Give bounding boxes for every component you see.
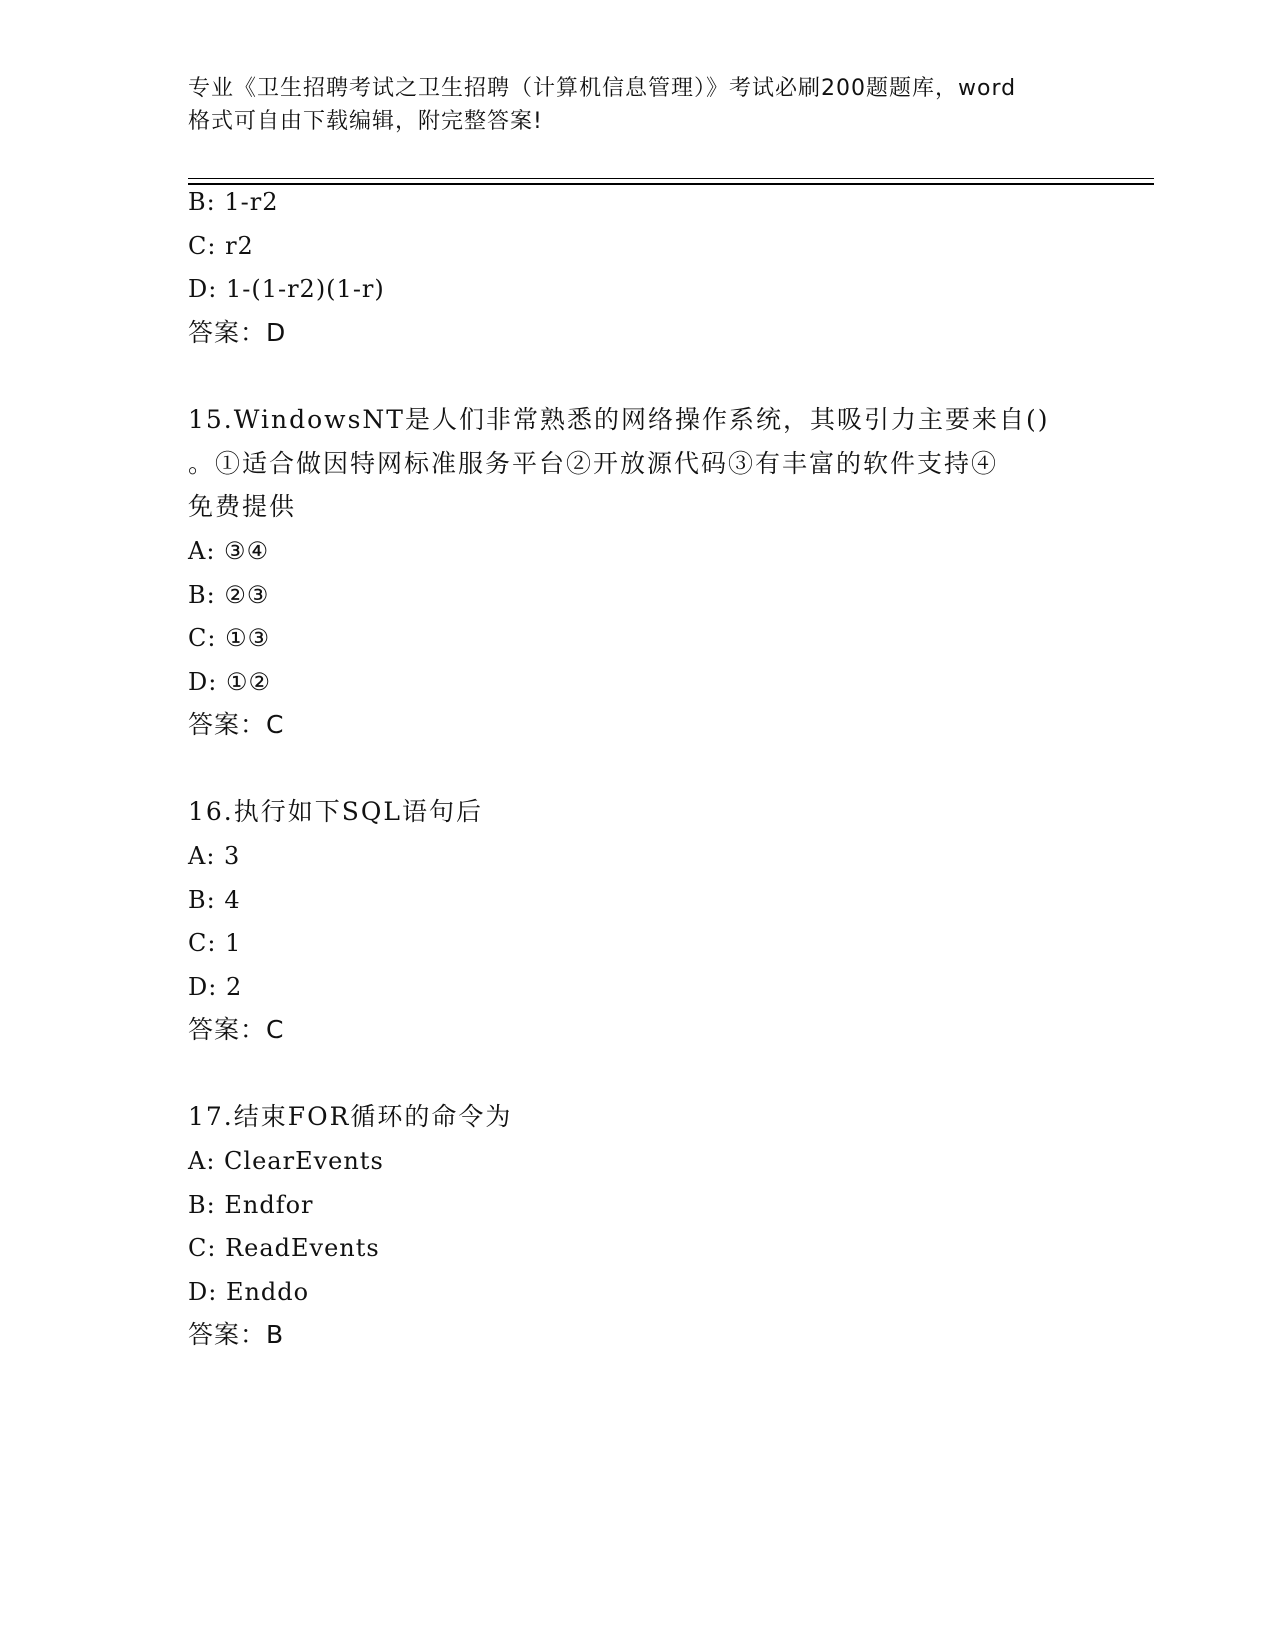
q15-stem-line-3: 免费提供 [188, 492, 297, 521]
q17-option-d: D: Enddo [188, 1278, 310, 1306]
q17-option-c: C: ReadEvents [188, 1234, 380, 1262]
q15-option-b: B: ②③ [188, 581, 270, 609]
header-divider-thin [188, 178, 1154, 179]
q17-stem: 17.结束FOR循环的命令为 [188, 1102, 513, 1131]
header-line-2: 格式可自由下载编辑，附完整答案! [188, 109, 543, 134]
q17-option-a: A: ClearEvents [188, 1147, 384, 1175]
header-line-1: 专业《卫生招聘考试之卫生招聘（计算机信息管理）》考试必刷200题题库，word [188, 76, 1017, 101]
q17-answer: 答案：B [188, 1320, 285, 1349]
q15-answer: 答案：C [188, 710, 285, 739]
q17-option-b: B: Endfor [188, 1191, 314, 1219]
q16-option-c: C: 1 [188, 929, 242, 957]
q15-stem-line-2: 。①适合做因特网标准服务平台②开放源代码③有丰富的软件支持④ [188, 449, 999, 478]
q16-answer: 答案：C [188, 1015, 285, 1044]
header-divider-thick [188, 183, 1154, 185]
q15-option-d: D: ①② [188, 668, 271, 696]
q14-option-c: C: r2 [188, 232, 254, 260]
q16-option-d: D: 2 [188, 973, 243, 1001]
q15-stem-line-1: 15.WindowsNT是人们非常熟悉的网络操作系统，其吸引力主要来自() [188, 405, 1050, 434]
q16-stem: 16.执行如下SQL语句后 [188, 797, 483, 826]
q15-option-c: C: ①③ [188, 624, 271, 652]
q14-option-b: B: 1-r2 [188, 188, 279, 216]
q14-option-d: D: 1-(1-r2)(1-r) [188, 275, 385, 303]
q16-option-b: B: 4 [188, 886, 241, 914]
q16-option-a: A: 3 [188, 842, 241, 870]
document-header [188, 72, 1088, 138]
q15-option-a: A: ③④ [188, 537, 270, 565]
q14-answer: 答案：D [188, 318, 287, 347]
